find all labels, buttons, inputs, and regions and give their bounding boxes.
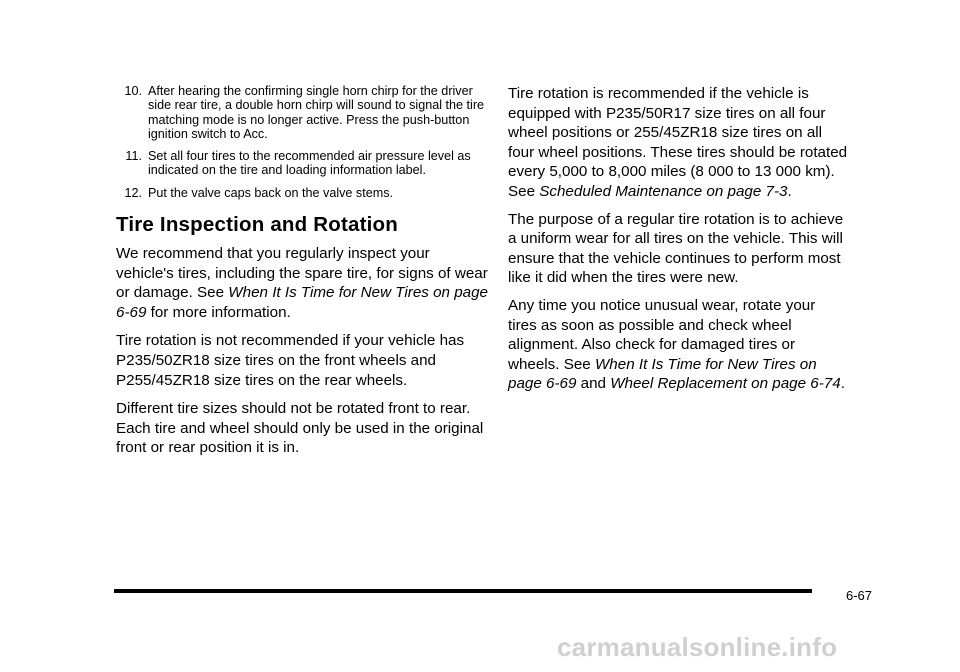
watermark: carmanualsonline.info: [557, 632, 838, 662]
section-heading: Tire Inspection and Rotation: [116, 213, 398, 237]
paragraph-text: Tire rotation is recommended if the vehicle is equipped with P235/50R17 size tires on all four wheel positions or 255/45ZR18 size tires on all four wheel positions. These tires should be rotated every 5,000 to 8,000 miles (8 000 to 13 000 km). See: [508, 85, 848, 200]
step-11: [116, 149, 488, 178]
cross-reference-link[interactable]: When It Is Time for New Tires on page 6-69: [116, 284, 488, 321]
paragraph-text: .: [840, 375, 845, 393]
paragraph-purpose: The purpose of a regular tire rotation is to achieve a uniform wear for all tires on the vehicle. This will ensure that the vehicle continues to perform most like it did when the tires were new.: [508, 210, 844, 287]
step-text: Put the valve caps back on the valve stems.: [148, 185, 394, 200]
cross-reference-link[interactable]: Wheel Replacement on page 6-74: [610, 375, 841, 393]
step-number: 11.: [125, 149, 142, 164]
step-number: 10.: [124, 84, 142, 98]
paragraph-text: for more information.: [146, 303, 291, 321]
step-10: [116, 84, 488, 141]
page-number: 6-67: [846, 588, 873, 603]
paragraph-text: Any time you notice unusual wear, rotate your tires as soon as possible and check wheel alignment. Also check for damaged tires or wheels. See: [508, 296, 816, 373]
paragraph-text: and: [576, 375, 611, 393]
step-list: [116, 84, 488, 200]
paragraph-not-recommended: Tire rotation is not recommended if your vehicle has P235/50ZR18 size tires on the front wheels and P255/45ZR18 size tires on the rear wheels.: [116, 332, 465, 389]
cross-reference-link[interactable]: Scheduled Maintenance on page 7-3: [539, 182, 788, 200]
paragraph-different-sizes: Different tire sizes should not be rotated front to rear. Each tire and wheel should only be used in the original front or rear position it is in.: [116, 400, 484, 457]
paragraph-unusual-wear: [508, 296, 848, 394]
step-text: Set all four tires to the recommended air pressure level as indicated on the tire and loading information label.: [148, 149, 471, 178]
cross-reference-link[interactable]: When It Is Time for New Tires on page 6-69: [508, 355, 817, 393]
paragraph-recommended: [508, 84, 848, 202]
footer-rule: [114, 589, 812, 593]
right-column: [508, 84, 848, 402]
paragraph-text: .: [787, 182, 792, 200]
left-column: [116, 84, 488, 467]
step-12: [116, 186, 488, 200]
step-text: After hearing the confirming single horn chirp for the driver side rear tire, a double horn chirp will sound to signal the tire matching mode is no longer active. Press the push-button ignition switch to Acc.: [148, 84, 485, 141]
paragraph-text: We recommend that you regularly inspect your vehicle's tires, including the spare tire, for signs of wear or damage. See: [116, 245, 488, 302]
paragraph-inspect: [116, 244, 488, 322]
step-number: 12.: [124, 185, 142, 200]
